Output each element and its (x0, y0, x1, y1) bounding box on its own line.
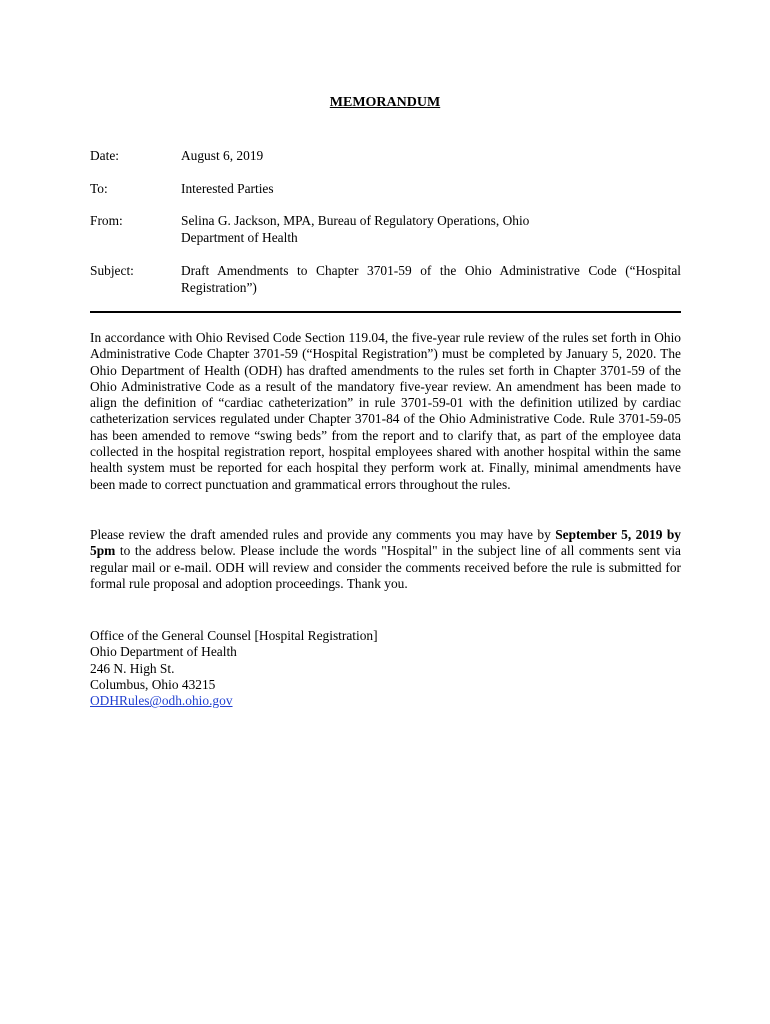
address-line-4: Columbus, Ohio 43215 (90, 676, 216, 692)
email-link[interactable]: ODHRules@odh.ohio.gov (90, 693, 233, 709)
mailing-address (90, 628, 490, 709)
address-line-1: Office of the General Counsel [Hospital Registration] (90, 628, 378, 643)
address-line-3: 246 N. High St. (90, 660, 175, 676)
to-value: Interested Parties (181, 181, 274, 196)
to-label: To: (90, 181, 108, 196)
address-line-2: Ohio Department of Health (90, 644, 237, 660)
from-label: From: (90, 213, 123, 228)
from-value (181, 212, 681, 246)
from-value-line2: Department of Health (181, 230, 298, 245)
subject-label: Subject: (90, 263, 134, 278)
body-paragraph-2 (90, 527, 681, 592)
subject-value: Draft Amendments to Chapter 3701-59 of the Ohio Administrative Code (“Hospital Registration”) (181, 263, 681, 295)
date-value: August 6, 2019 (181, 148, 264, 163)
paragraph-2-before: Please review the draft amended rules and provide any comments you may have by (90, 527, 556, 542)
header-divider (90, 311, 681, 313)
comment-deadline: September 5, 2019 by 5pm (90, 527, 681, 559)
paragraph-2-after: to the address below. Please include the words "Hospital" in the subject line of all comments sent via regular mail or e-mail. ODH will review and consider the comments received before the rule is submitted for formal rule proposal and adoption proceedings. Thank you. (90, 543, 681, 591)
date-label: Date: (90, 148, 119, 163)
from-value-line1: Selina G. Jackson, MPA, Bureau of Regulatory Operations, Ohio (181, 213, 530, 228)
memo-title: MEMORANDUM (329, 95, 441, 110)
body-paragraph-1: In accordance with Ohio Revised Code Section 119.04, the five-year rule review of the rules set forth in Ohio Administrative Code Chapter 3701-59 (“Hospital Registration”) must be completed by January 5, 2020. The Ohio Department of Health (ODH) has drafted amendments to the rules set forth in Chapter 3701-59 of the Ohio Administrative Code as a result of the mandatory five-year review. An amendment has been made to align the definition of “cardiac catheterization” in rule 3701-59-01 with the definition utilized by cardiac catheterization services regulated under Chapter 3701-84 of the Ohio Administrative Code. Rule 3701-59-05 has been amended to remove “swing beds” from the report and to clarify that, as part of the employee data collected in the hospital registration report, hospital employees shared with another hospital within the same health system must be reported for each hospital they perform work at. Finally, minimal amendments have been made to correct punctuation and grammatical errors throughout the rules. (90, 330, 681, 492)
